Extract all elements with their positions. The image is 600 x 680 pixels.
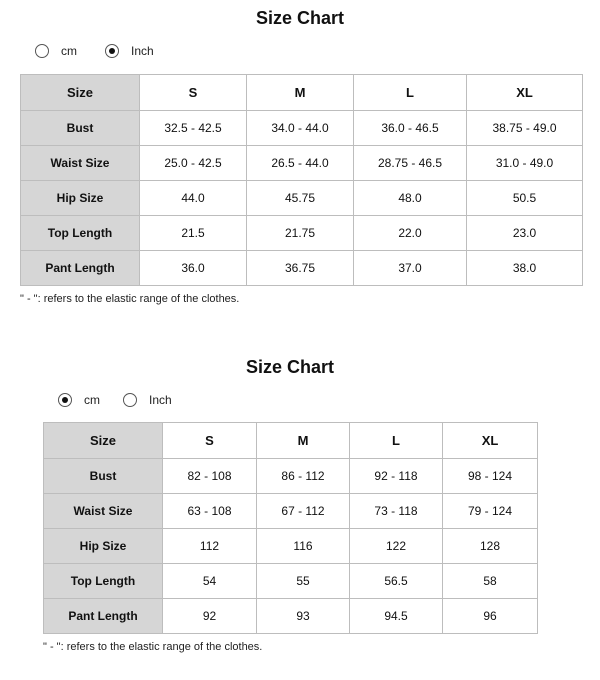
- table-row: [21, 251, 583, 286]
- table-cell: 94.5: [350, 599, 443, 634]
- table-cell: 98 - 124: [443, 459, 538, 494]
- table-row: [44, 459, 538, 494]
- row-label: Top Length: [44, 564, 163, 599]
- elastic-range-note: " - ": refers to the elastic range of the clothes.: [43, 641, 263, 653]
- table-cell: 38.75 - 49.0: [467, 111, 583, 146]
- size-chart-title: Size Chart: [255, 8, 345, 28]
- header-xl: XL: [443, 423, 538, 459]
- row-label: Hip Size: [44, 529, 163, 564]
- header-m: M: [257, 423, 350, 459]
- table-cell: 36.75: [247, 251, 354, 286]
- row-label: Hip Size: [21, 181, 140, 216]
- table-cell: 31.0 - 49.0: [467, 146, 583, 181]
- table-cell: 82 - 108: [163, 459, 257, 494]
- radio-inch-icon: [123, 393, 137, 407]
- table-cell: 37.0: [354, 251, 467, 286]
- table-cell: 44.0: [140, 181, 247, 216]
- table-cell: 58: [443, 564, 538, 599]
- table-cell: 96: [443, 599, 538, 634]
- table-cell: 63 - 108: [163, 494, 257, 529]
- table-cell: 56.5: [350, 564, 443, 599]
- table-row: [21, 111, 583, 146]
- header-xl: XL: [467, 75, 583, 111]
- table-cell: 67 - 112: [257, 494, 350, 529]
- table-cell: 22.0: [354, 216, 467, 251]
- table-cell: 112: [163, 529, 257, 564]
- elastic-range-note: " - ": refers to the elastic range of the clothes.: [20, 293, 240, 305]
- table-cell: 79 - 124: [443, 494, 538, 529]
- row-label: Pant Length: [21, 251, 140, 286]
- radio-cm-selected-icon: [58, 393, 72, 407]
- row-label: Bust: [21, 111, 140, 146]
- table-cell: 26.5 - 44.0: [247, 146, 354, 181]
- radio-inch-selected-icon: [105, 44, 119, 58]
- table-row: [44, 564, 538, 599]
- table-cell: 45.75: [247, 181, 354, 216]
- size-table: [43, 422, 538, 634]
- unit-option-cm[interactable]: [58, 393, 100, 407]
- row-label: Waist Size: [44, 494, 163, 529]
- table-cell: 38.0: [467, 251, 583, 286]
- row-label: Waist Size: [21, 146, 140, 181]
- header-size: Size: [21, 75, 140, 111]
- table-cell: 28.75 - 46.5: [354, 146, 467, 181]
- table-cell: 34.0 - 44.0: [247, 111, 354, 146]
- header-l: L: [354, 75, 467, 111]
- row-label: Bust: [44, 459, 163, 494]
- table-cell: 54: [163, 564, 257, 599]
- table-cell: 128: [443, 529, 538, 564]
- row-label: Top Length: [21, 216, 140, 251]
- header-l: L: [350, 423, 443, 459]
- size-table: [20, 74, 583, 286]
- table-cell: 122: [350, 529, 443, 564]
- table-cell: 50.5: [467, 181, 583, 216]
- header-s: S: [163, 423, 257, 459]
- table-cell: 25.0 - 42.5: [140, 146, 247, 181]
- table-row: [21, 216, 583, 251]
- table-cell: 73 - 118: [350, 494, 443, 529]
- table-header-row: [21, 75, 583, 111]
- table-cell: 86 - 112: [257, 459, 350, 494]
- header-size: Size: [44, 423, 163, 459]
- unit-label-inch: Inch: [149, 393, 172, 407]
- table-cell: 23.0: [467, 216, 583, 251]
- table-row: [44, 599, 538, 634]
- header-m: M: [247, 75, 354, 111]
- unit-option-cm[interactable]: [35, 44, 77, 58]
- size-chart-title: Size Chart: [245, 357, 335, 377]
- table-row: [21, 181, 583, 216]
- table-cell: 32.5 - 42.5: [140, 111, 247, 146]
- table-cell: 36.0 - 46.5: [354, 111, 467, 146]
- unit-option-inch[interactable]: [123, 393, 172, 407]
- table-cell: 55: [257, 564, 350, 599]
- unit-label-cm: cm: [61, 44, 77, 58]
- table-cell: 36.0: [140, 251, 247, 286]
- table-cell: 21.5: [140, 216, 247, 251]
- table-cell: 93: [257, 599, 350, 634]
- header-s: S: [140, 75, 247, 111]
- table-cell: 21.75: [247, 216, 354, 251]
- table-row: [21, 146, 583, 181]
- unit-label-cm: cm: [84, 393, 100, 407]
- table-cell: 48.0: [354, 181, 467, 216]
- unit-selector: [58, 393, 172, 407]
- radio-cm-icon: [35, 44, 49, 58]
- unit-label-inch: Inch: [131, 44, 154, 58]
- unit-option-inch[interactable]: [105, 44, 154, 58]
- table-row: [44, 494, 538, 529]
- unit-selector: [35, 44, 154, 58]
- row-label: Pant Length: [44, 599, 163, 634]
- table-cell: 92 - 118: [350, 459, 443, 494]
- table-cell: 116: [257, 529, 350, 564]
- table-header-row: [44, 423, 538, 459]
- table-row: [44, 529, 538, 564]
- table-cell: 92: [163, 599, 257, 634]
